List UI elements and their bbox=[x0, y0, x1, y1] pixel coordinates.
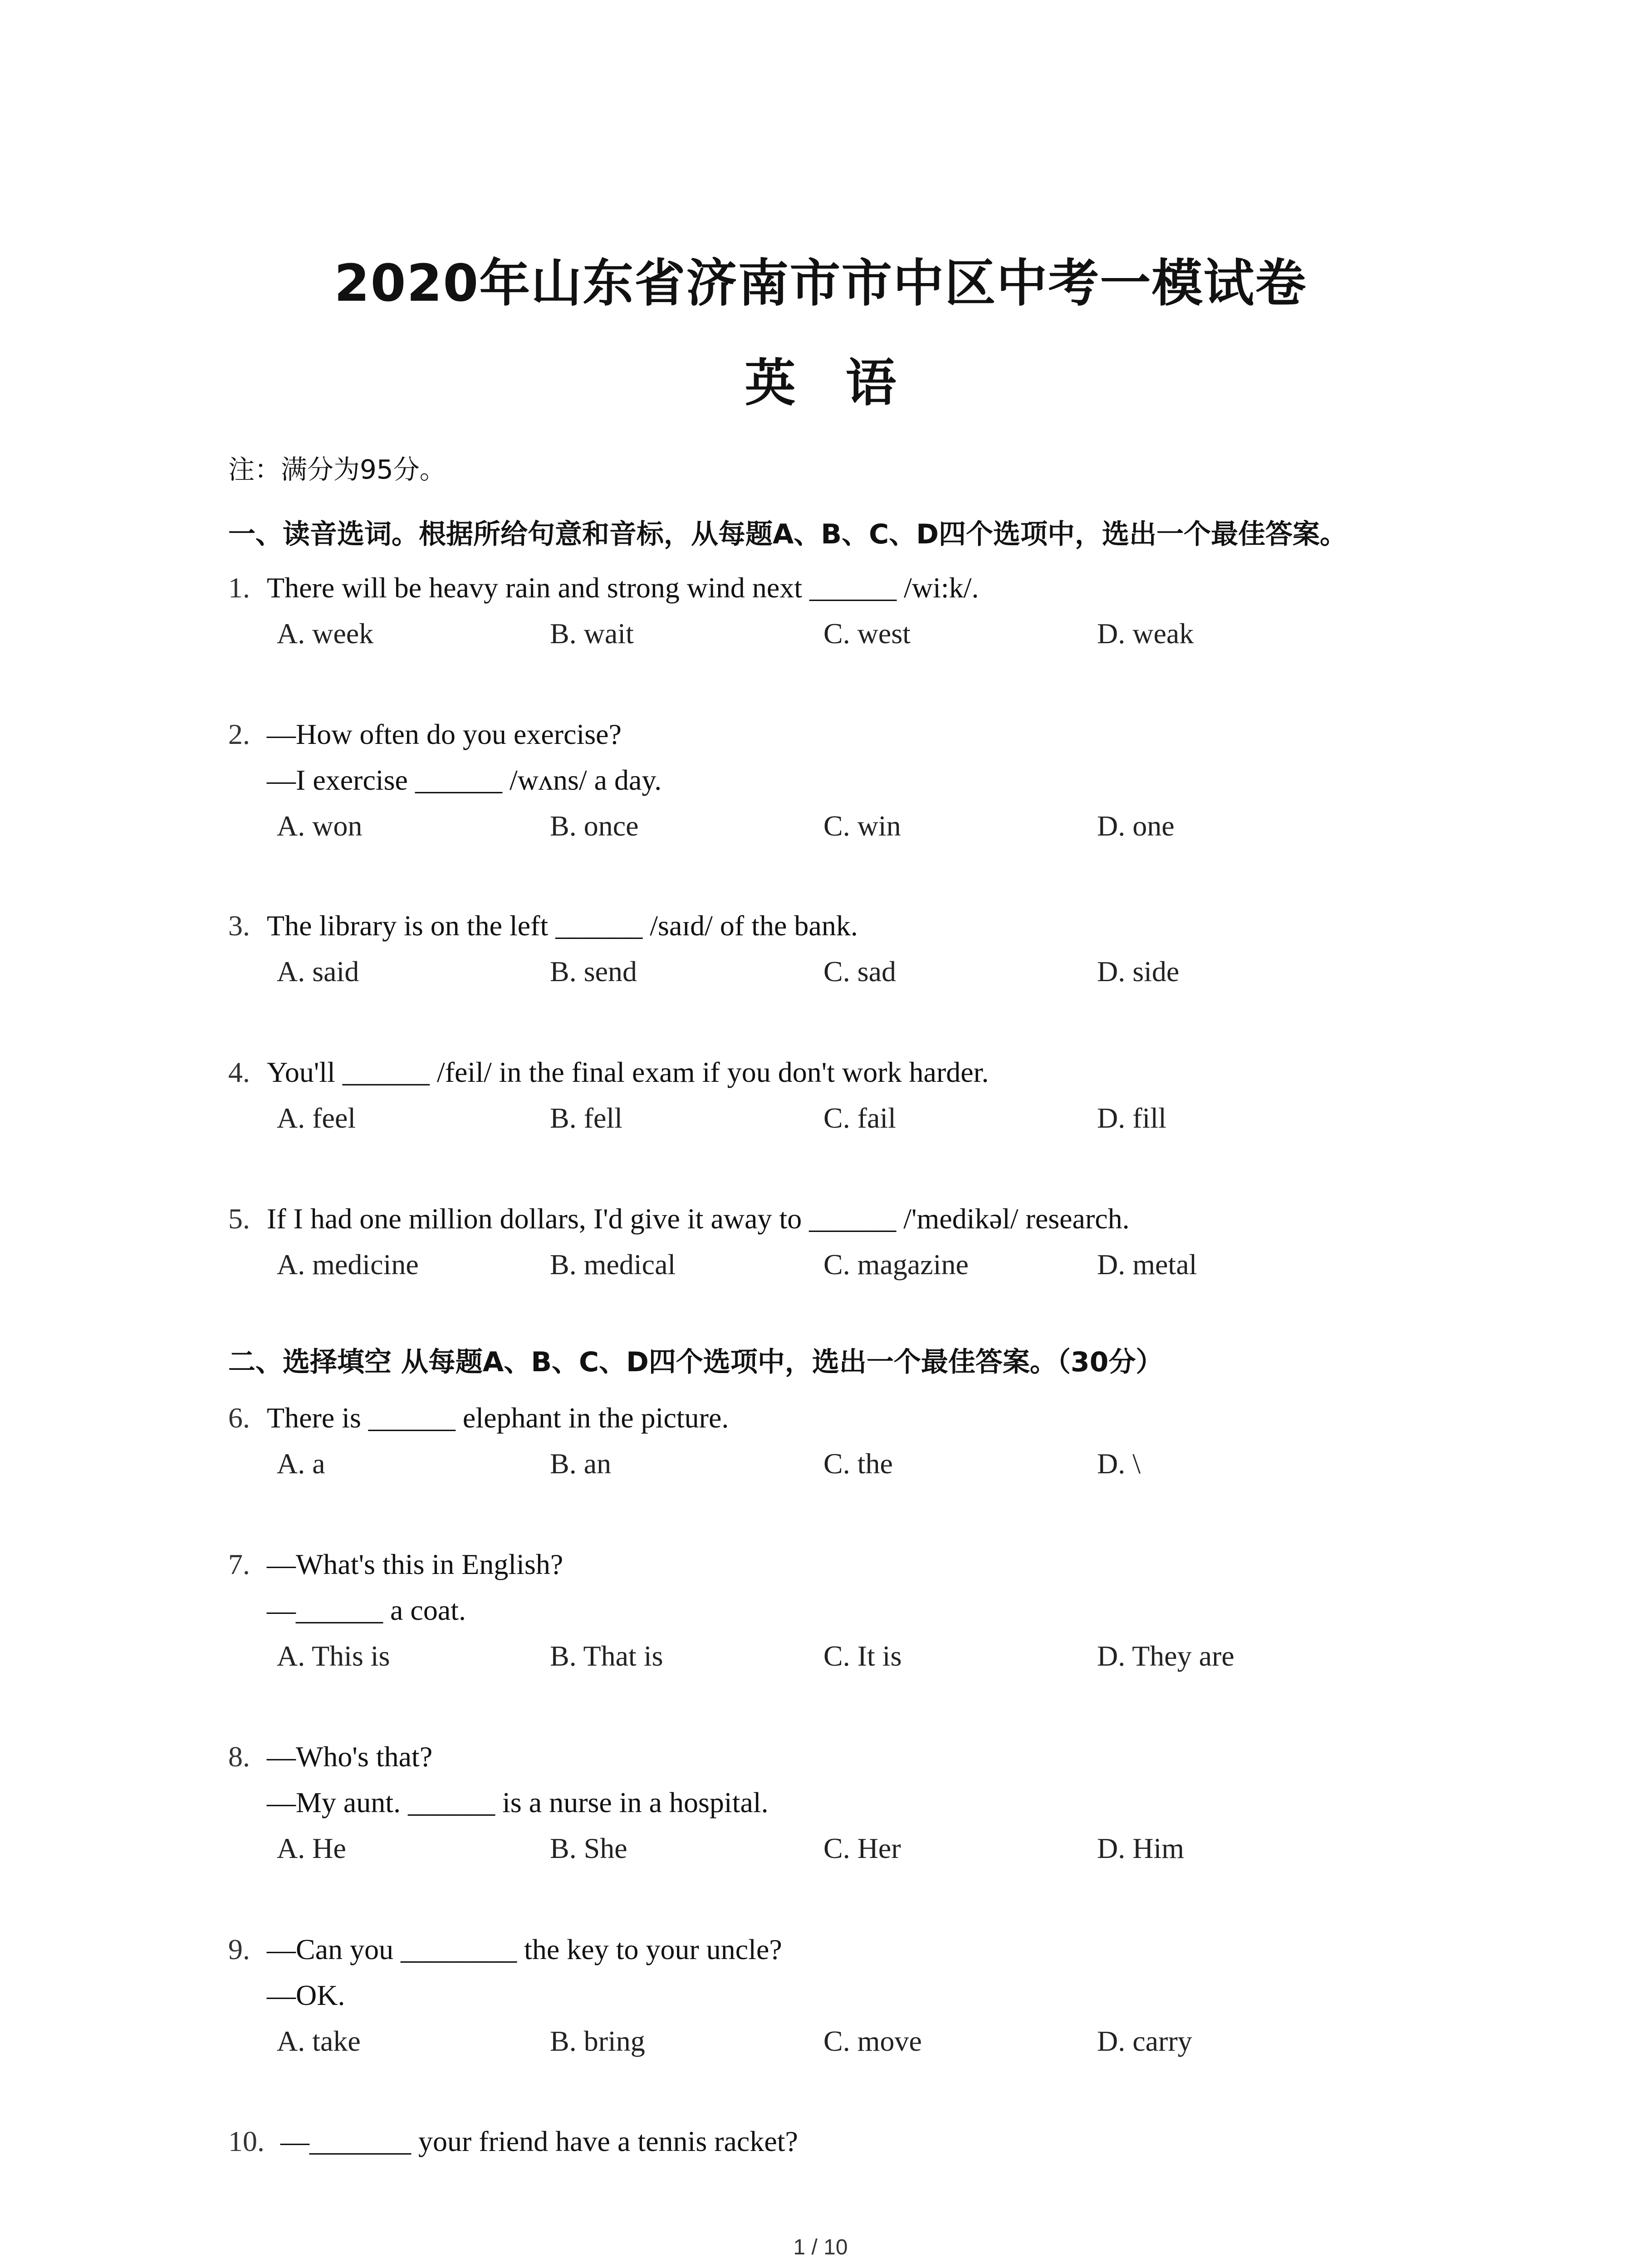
question-stem-line-2: —I exercise ______ /wʌns/ a day. bbox=[267, 764, 662, 796]
question-stem: —Who's that? bbox=[267, 1740, 433, 1773]
question-number: 3. bbox=[228, 909, 250, 942]
option-d: D. They are bbox=[1097, 1640, 1234, 1672]
question-stem: —Can you ________ the key to your uncle? bbox=[267, 1933, 782, 1965]
option-a: A. week bbox=[277, 617, 374, 650]
option-b: B. bring bbox=[550, 2025, 645, 2057]
option-d: D. \ bbox=[1097, 1447, 1141, 1480]
section-1-heading: 一、读音选词。根据所给句意和音标，从每题A、B、C、D四个选项中，选出一个最佳答案。 bbox=[228, 518, 1347, 550]
option-d: D. Him bbox=[1097, 1832, 1184, 1864]
option-d: D. one bbox=[1097, 810, 1175, 842]
question-number: 1. bbox=[228, 572, 250, 604]
question-number: 10. bbox=[228, 2125, 265, 2157]
option-a: A. This is bbox=[277, 1640, 390, 1672]
option-a: A. He bbox=[277, 1832, 346, 1864]
question-stem-line-2: —______ a coat. bbox=[267, 1594, 466, 1626]
option-c: C. win bbox=[823, 810, 901, 842]
option-b: B. once bbox=[550, 810, 639, 842]
option-c: C. magazine bbox=[823, 1248, 969, 1281]
option-a: A. medicine bbox=[277, 1248, 419, 1281]
option-c: C. the bbox=[823, 1447, 893, 1480]
section-2-heading: 二、选择填空 从每题A、B、C、D四个选项中，选出一个最佳答案。（30分） bbox=[228, 1346, 1163, 1378]
option-c: C. sad bbox=[823, 955, 896, 987]
question-stem: There is ______ elephant in the picture. bbox=[267, 1402, 729, 1434]
page-number: 1 / 10 bbox=[793, 2235, 848, 2259]
question-stem: —How often do you exercise? bbox=[267, 718, 622, 750]
option-c: C. fail bbox=[823, 1102, 896, 1134]
question-number: 8. bbox=[228, 1740, 250, 1773]
exam-subject: 英语 bbox=[745, 354, 946, 413]
option-b: B. medical bbox=[550, 1248, 676, 1281]
option-a: A. feel bbox=[277, 1102, 356, 1134]
option-b: B. fell bbox=[550, 1102, 622, 1134]
option-b: B. wait bbox=[550, 617, 634, 650]
option-c: C. west bbox=[823, 617, 911, 650]
score-note: 注：满分为95分。 bbox=[228, 454, 446, 485]
option-c: C. move bbox=[823, 2025, 922, 2057]
option-d: D. side bbox=[1097, 955, 1180, 987]
option-c: C. It is bbox=[823, 1640, 902, 1672]
option-a: A. won bbox=[277, 810, 362, 842]
option-c: C. Her bbox=[823, 1832, 901, 1864]
option-d: D. carry bbox=[1097, 2025, 1192, 2057]
option-a: A. take bbox=[277, 2025, 361, 2057]
option-a: A. said bbox=[277, 955, 359, 987]
option-d: D. weak bbox=[1097, 617, 1194, 650]
option-d: D. metal bbox=[1097, 1248, 1197, 1281]
option-b: B. That is bbox=[550, 1640, 663, 1672]
option-b: B. send bbox=[550, 955, 637, 987]
question-stem: —What's this in English? bbox=[267, 1548, 563, 1580]
question-stem-line-2: —OK. bbox=[267, 1979, 345, 2011]
question-stem: You'll ______ /feil/ in the final exam if you don't work harder. bbox=[267, 1056, 989, 1088]
exam-title: 2020年山东省济南市市中区中考一模试卷 bbox=[334, 254, 1307, 313]
question-stem-line-2: —My aunt. ______ is a nurse in a hospital. bbox=[267, 1786, 769, 1818]
option-b: B. an bbox=[550, 1447, 612, 1480]
question-number: 7. bbox=[228, 1548, 250, 1580]
question-stem: There will be heavy rain and strong wind next ______ /wi:k/. bbox=[267, 572, 979, 604]
option-b: B. She bbox=[550, 1832, 627, 1864]
question-number: 6. bbox=[228, 1402, 250, 1434]
question-stem: If I had one million dollars, I'd give it away to ______ /'medikəl/ research. bbox=[267, 1202, 1130, 1235]
question-stem: —_______ your friend have a tennis racket? bbox=[280, 2125, 798, 2157]
question-number: 5. bbox=[228, 1202, 250, 1235]
question-number: 2. bbox=[228, 718, 250, 750]
question-number: 4. bbox=[228, 1056, 250, 1088]
question-stem: The library is on the left ______ /saɪd/ of the bank. bbox=[267, 909, 858, 942]
option-d: D. fill bbox=[1097, 1102, 1166, 1134]
question-number: 9. bbox=[228, 1933, 250, 1965]
option-a: A. a bbox=[277, 1447, 325, 1480]
